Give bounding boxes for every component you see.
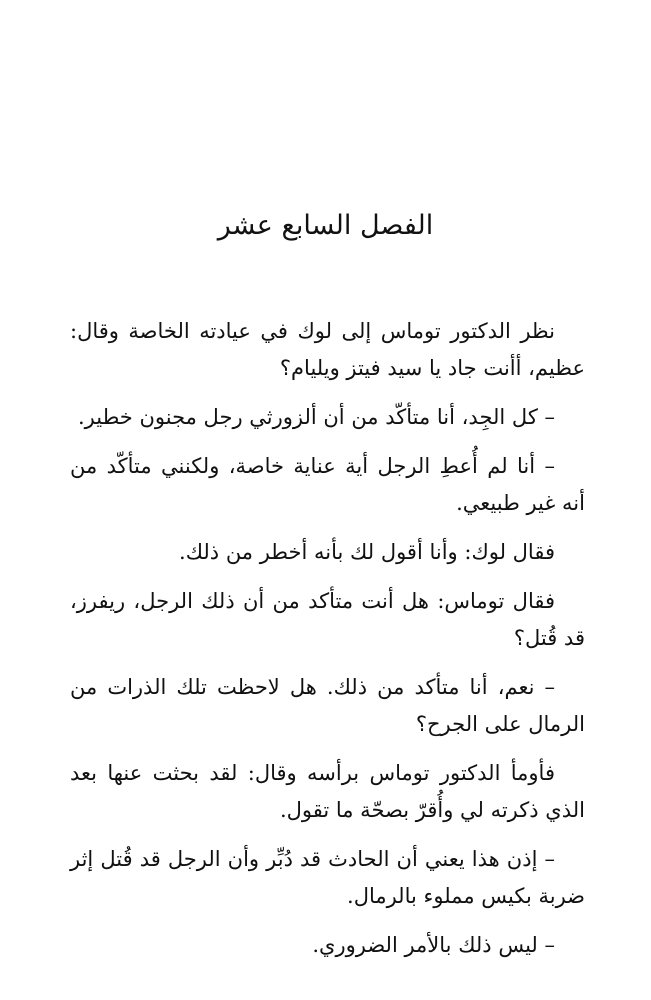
paragraph: – كل الجِد، أنا متأكّد من أن ألزورثي رجل مجنون خطير. [77,405,555,429]
paragraph: – أنا لم أُعطِ الرجل أية عناية خاصة، ولكنني متأكّد من أنه غير طبيعي. [70,454,585,515]
paragraph: فأومأ الدكتور توماس برأسه وقال: لقد بحثت عنها بعد الذي ذكرته لي وأُقرّ بصحّة ما تقول. [70,761,585,822]
paragraph: – نعم، أنا متأكد من ذلك. هل لاحظت تلك الذرات من الرمال على الجرح؟ [70,675,585,736]
chapter-title: الفصل السابع عشر [217,210,434,241]
paragraph: فقال لوك: وأنا أقول لك بأنه أخطر من ذلك. [179,540,555,564]
paragraph: نظر الدكتور توماس إلى لوك في عيادته الخاصة وقال: عظيم، أأنت جاد يا سيد فيتز ويليام؟ [70,319,585,380]
paragraph: فقال توماس: هل أنت متأكد من أن ذلك الرجل، ريفرز، قد قُتل؟ [70,589,585,650]
chapter-body [70,313,585,976]
paragraph: – ليس ذلك بالأمر الضروري. [312,933,555,957]
paragraph: – إذن هذا يعني أن الحادث قد دُبِّر وأن الرجل قد قُتل إثر ضربة بكيس مملوء بالرمال. [70,847,585,908]
